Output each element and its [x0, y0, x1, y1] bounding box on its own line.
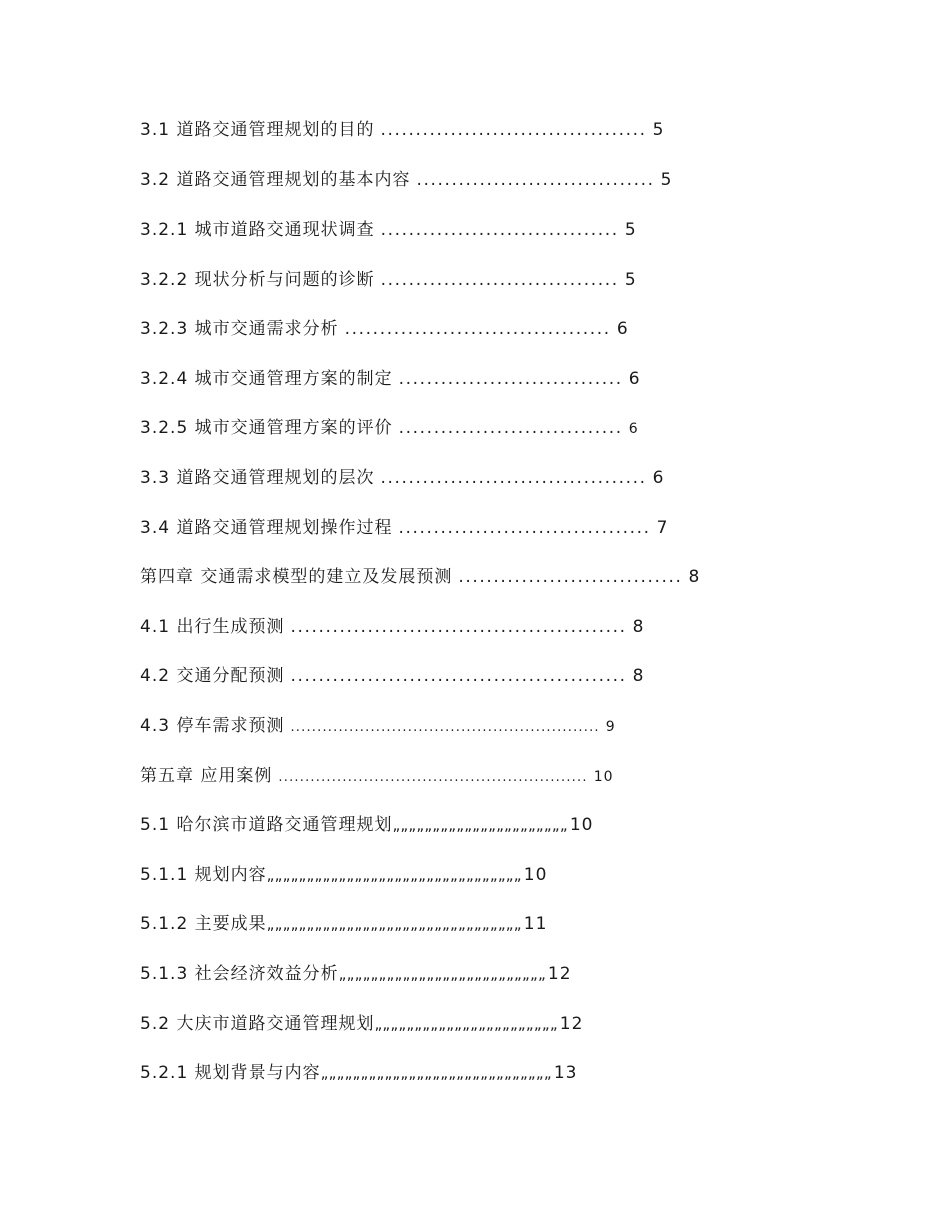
toc-entry-leader: „„„„„„„„„„„„„„„„„„„„„„„„„„„„„„„„	[266, 866, 522, 884]
toc-entry[interactable]	[140, 714, 616, 738]
toc-entry-page: 5	[660, 170, 673, 190]
toc-entry-leader: ................................	[398, 418, 623, 438]
toc-entry-leader: ..................................	[380, 220, 619, 240]
toc-entry-page: 10	[593, 769, 614, 785]
toc-entry[interactable]	[140, 912, 547, 936]
toc-entry-page: 5	[624, 220, 637, 240]
toc-entry-page: 8	[632, 617, 645, 637]
toc-entry[interactable]	[140, 168, 672, 192]
toc-entry-leader: ..........................................................	[278, 770, 588, 785]
toc-entry[interactable]	[140, 962, 572, 986]
toc-entry-leader: „„„„„„„„„„„„„„„„„„„„„„„„„„„„„	[320, 1064, 552, 1082]
toc-entry-title: 4.1 出行生成预测	[140, 617, 285, 637]
toc-entry-leader: ..................................	[416, 170, 655, 190]
toc-entry[interactable]	[140, 813, 593, 837]
toc-entry[interactable]	[140, 218, 637, 242]
toc-entry-leader: ................................................	[290, 666, 627, 686]
toc-entry-page: 12	[559, 1014, 584, 1034]
toc-entry-leader: „„„„„„„„„„„„„„„„„„„„„„	[392, 816, 568, 834]
toc-entry-page: 6	[652, 468, 665, 488]
toc-entry-title: 3.2.3 城市交通需求分析	[140, 319, 339, 339]
toc-entry[interactable]	[140, 1012, 583, 1036]
toc-entry-leader: ..................................	[380, 270, 619, 290]
toc-entry-leader: ......................................	[344, 319, 611, 339]
toc-entry-page: 8	[632, 666, 645, 686]
toc-entry-page: 6	[616, 319, 629, 339]
toc-entry-page: 5	[652, 120, 665, 140]
toc-entry-leader: ....................................	[398, 518, 651, 538]
toc-entry-page: 10	[523, 865, 548, 885]
toc-entry[interactable]	[140, 317, 629, 341]
toc-entry[interactable]	[140, 466, 664, 490]
toc-entry-page: 5	[624, 270, 637, 290]
toc-entry-leader: „„„„„„„„„„„„„„„„„„„„„„„„„„	[338, 965, 546, 983]
toc-entry-title: 第五章 应用案例	[140, 766, 273, 786]
toc-chapter-entry[interactable]	[140, 565, 700, 589]
toc-entry-page: 8	[688, 567, 701, 587]
toc-entry-title: 5.1 哈尔滨市道路交通管理规划	[140, 815, 393, 835]
toc-entry[interactable]	[140, 367, 641, 391]
toc-entry[interactable]	[140, 416, 639, 440]
toc-entry-title: 3.2.1 城市道路交通现状调查	[140, 220, 375, 240]
toc-entry[interactable]	[140, 615, 644, 639]
toc-entry-leader: „„„„„„„„„„„„„„„„„„„„„„„	[374, 1015, 558, 1033]
toc-entry[interactable]	[140, 118, 664, 142]
toc-entry-leader: ......................................	[380, 120, 647, 140]
toc-entry-title: 第四章 交通需求模型的建立及发展预测	[140, 567, 453, 587]
toc-entry-title: 5.1.2 主要成果	[140, 914, 267, 934]
toc-entry-page: 11	[523, 914, 548, 934]
toc-entry-title: 3.2.4 城市交通管理方案的制定	[140, 369, 393, 389]
toc-entry-leader: ..........................................................	[290, 720, 600, 735]
toc-entry-leader: ................................	[458, 567, 683, 587]
toc-chapter-entry[interactable]	[140, 764, 614, 788]
toc-entry-title: 3.4 道路交通管理规划操作过程	[140, 518, 393, 538]
toc-entry-page: 13	[553, 1063, 578, 1083]
toc-entry-title: 3.2 道路交通管理规划的基本内容	[140, 170, 411, 190]
toc-entry-leader: ................................	[398, 369, 623, 389]
toc-entry[interactable]	[140, 1061, 577, 1085]
toc-entry[interactable]	[140, 664, 644, 688]
toc-entry-page: 6	[628, 421, 639, 437]
toc-entry-leader: „„„„„„„„„„„„„„„„„„„„„„„„„„„„„„„„	[266, 915, 522, 933]
toc-entry-page: 7	[656, 518, 669, 538]
toc-entry-title: 3.3 道路交通管理规划的层次	[140, 468, 375, 488]
toc-entry-title: 3.2.2 现状分析与问题的诊断	[140, 270, 375, 290]
toc-entry-page: 6	[628, 369, 641, 389]
toc-entry-title: 3.2.5 城市交通管理方案的评价	[140, 418, 393, 438]
toc-entry[interactable]	[140, 268, 637, 292]
toc-entry-page: 12	[547, 964, 572, 984]
toc-entry-page: 10	[569, 815, 594, 835]
toc-entry-page: 9	[605, 719, 616, 735]
toc-entry-title: 5.2 大庆市道路交通管理规划	[140, 1014, 375, 1034]
toc-entry-title: 4.3 停车需求预测	[140, 716, 285, 736]
toc-entry-leader: ................................................	[290, 617, 627, 637]
toc-entry-title: 5.1.1 规划内容	[140, 865, 267, 885]
toc-entry[interactable]	[140, 516, 668, 540]
toc-entry-title: 5.1.3 社会经济效益分析	[140, 964, 339, 984]
toc-entry-leader: ......................................	[380, 468, 647, 488]
toc-entry[interactable]	[140, 863, 547, 887]
toc-entry-title: 4.2 交通分配预测	[140, 666, 285, 686]
toc-entry-title: 5.2.1 规划背景与内容	[140, 1063, 321, 1083]
toc-entry-title: 3.1 道路交通管理规划的目的	[140, 120, 375, 140]
